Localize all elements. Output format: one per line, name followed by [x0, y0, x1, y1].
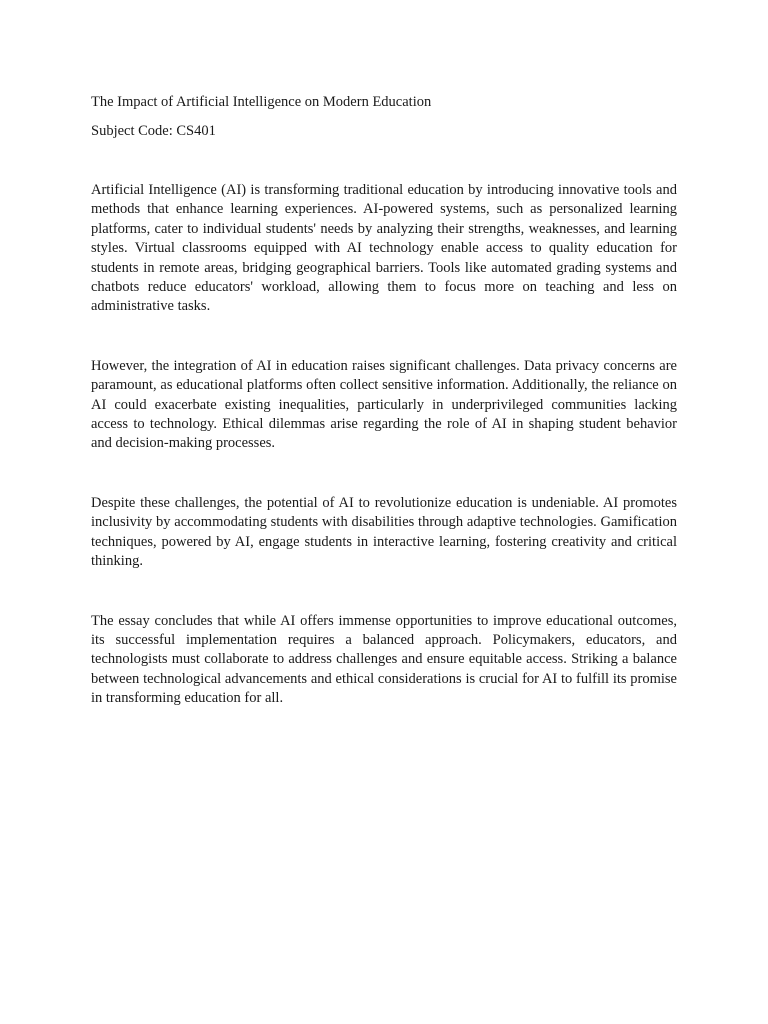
subject-code: Subject Code: CS401 — [91, 123, 216, 139]
document-page — [91, 93, 677, 709]
paragraph-4: The essay concludes that while AI offers immense opportunities to improve educational outcomes, its successful implementation requires a balanced approach. Policymakers, educators, and technologists must collaborate to address challenges and ensure equitable access. Striking a balance between technological advancements and ethical considerations is crucial for AI to fulfill its promise in transforming education for all. — [91, 612, 677, 707]
paragraph-1: Artificial Intelligence (AI) is transforming traditional education by introducing innovative tools and methods that enhance learning experiences. AI-powered systems, such as personalized learning platforms, cater to individual students' needs by analyzing their strengths, weaknesses, and learning styles. Virtual classrooms equipped with AI technology enable access to quality education for students in remote areas, bridging geographical barriers. Tools like automated grading systems and chatbots reduce educators' workload, allowing them to focus more on teaching and less on administrative tasks. — [91, 182, 677, 315]
paragraph-2: However, the integration of AI in education raises significant challenges. Data privacy concerns are paramount, as educational platforms often collect sensitive information. Additionally, the reliance on AI could exacerbate existing inequalities, particularly in underprivileged communities lacking access to technology. Ethical dilemmas arise regarding the role of AI in shaping student behavior and decision-making processes. — [91, 357, 677, 452]
document-title: The Impact of Artificial Intelligence on Modern Education — [91, 94, 432, 110]
paragraph-3: Despite these challenges, the potential of AI to revolutionize education is undeniable. AI promotes inclusivity by accommodating students with disabilities through adaptive technologies. Gamification techniques, powered by AI, engage students in interactive learning, fostering creativity and critical thinking. — [91, 494, 677, 570]
